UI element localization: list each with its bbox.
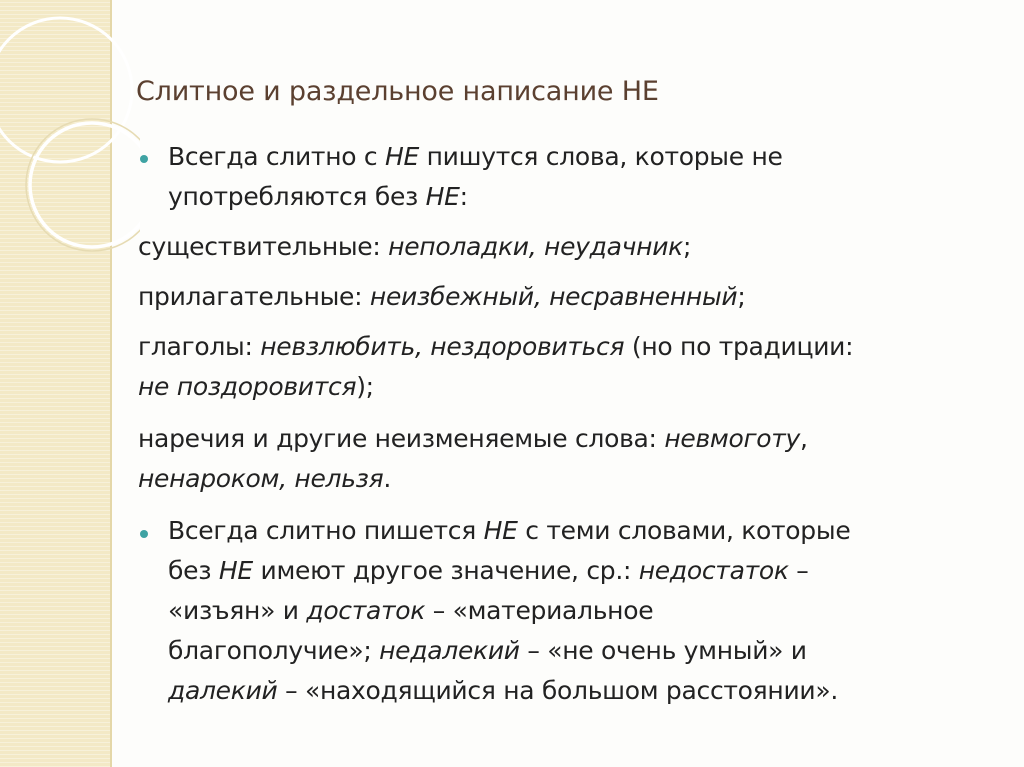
bullet-dot (140, 530, 148, 538)
verbs-line2 (138, 372, 374, 401)
text: имеют другое значение, ср.: (252, 556, 639, 585)
italic-examples: ненароком, нельзя (138, 464, 384, 493)
text: : (459, 182, 468, 211)
text: – (788, 556, 809, 585)
italic-word: НЕ (218, 556, 253, 585)
bullet-dot (140, 155, 148, 163)
text: существительные: (138, 232, 389, 261)
italic-examples: невзлюбить, нездоровиться (260, 332, 625, 361)
verbs-line1 (138, 332, 853, 361)
text: без (168, 556, 219, 585)
text: употребляются без (168, 182, 426, 211)
bullet2-line4 (168, 636, 807, 665)
bullet2-line5 (168, 676, 838, 705)
adverbs-line1 (138, 424, 808, 453)
deco-circle-medium-shadow (26, 119, 140, 251)
text: Всегда слитно с (168, 142, 385, 171)
italic-word: НЕ (425, 182, 460, 211)
text: глаголы: (138, 332, 261, 361)
text: – «находящийся на большом расстоянии». (277, 676, 838, 705)
bullet2-line3 (168, 596, 653, 625)
text: пишутся слова, которые не (418, 142, 783, 171)
text: ; (737, 282, 746, 311)
deco-circle-medium (30, 123, 140, 247)
text: – «материальное (425, 596, 654, 625)
text: прилагательные: (138, 282, 370, 311)
text: наречия и другие неизменяемые слова: (138, 424, 665, 453)
bullet1-line1 (168, 142, 783, 171)
slide-title: Слитное и раздельное написание НЕ (136, 76, 659, 107)
bullet1-line2 (168, 182, 468, 211)
italic-examples: не поздоровится (138, 372, 357, 401)
text: . (383, 464, 392, 493)
italic-word: далекий (168, 676, 278, 705)
italic-examples: неизбежный, несравненный (369, 282, 738, 311)
text: , (800, 424, 808, 453)
text: благополучие»; (168, 636, 380, 665)
italic-word: недалекий (379, 636, 520, 665)
decorative-circles (0, 0, 140, 300)
text: с теми словами, которые (517, 516, 851, 545)
italic-word: достаток (306, 596, 426, 625)
bullet2-line2 (168, 556, 809, 585)
italic-examples: невмоготу (664, 424, 801, 453)
nouns-line (138, 232, 691, 261)
text: ); (356, 372, 374, 401)
deco-circle-large (0, 18, 132, 162)
adverbs-line2 (138, 464, 391, 493)
bullet2-line1 (168, 516, 850, 545)
text: Всегда слитно пишется (168, 516, 484, 545)
text: – «не очень умный» и (519, 636, 807, 665)
adjectives-line (138, 282, 745, 311)
italic-word: недостаток (638, 556, 789, 585)
text: «изъян» и (168, 596, 307, 625)
italic-word: НЕ (384, 142, 419, 171)
italic-word: НЕ (483, 516, 518, 545)
text: ; (682, 232, 692, 261)
text: (но по традиции: (624, 332, 854, 361)
italic-examples: неполадки, неудачник (388, 232, 683, 261)
